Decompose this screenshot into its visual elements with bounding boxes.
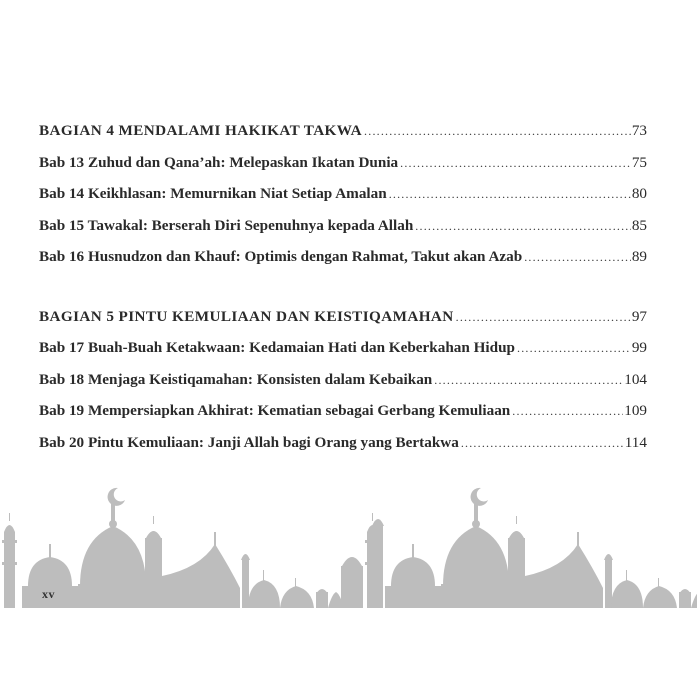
toc-chapter-entry[interactable]: [39, 217, 647, 249]
toc-page-number: 80: [631, 185, 647, 202]
toc-chapter-entry[interactable]: [39, 185, 647, 217]
toc-section-bagian-4: [39, 122, 647, 280]
toc-page-number: 73: [631, 122, 647, 139]
toc-page-number: 97: [631, 307, 647, 325]
toc-chapter-title: Bab 18 Menjaga Keistiqamahan: Konsisten dalam Kebaikan: [39, 370, 433, 388]
toc-chapter-entry[interactable]: [39, 434, 647, 466]
toc-chapter-title: Bab 15 Tawakal: Berserah Diri Sepenuhnya kepada Allah: [39, 216, 414, 234]
toc-part-entry[interactable]: [39, 122, 647, 154]
dot-leader: [400, 156, 631, 171]
toc-chapter-entry[interactable]: [39, 339, 647, 371]
toc-chapter-entry[interactable]: [39, 154, 647, 186]
toc-chapter-title: Bab 17 Buah-Buah Ketakwaan: Kedamaian Hati dan Keberkahan Hidup: [39, 339, 515, 356]
toc-chapter-title: Bab 14 Keikhlasan: Memurnikan Niat Setiap Amalan: [39, 185, 387, 202]
dot-leader: [512, 404, 623, 419]
toc-chapter-title: Bab 16 Husnudzon dan Khauf: Optimis dengan Rahmat, Takut akan Azab: [39, 248, 523, 265]
dot-leader: [524, 250, 631, 265]
dot-leader: [456, 310, 631, 325]
toc-page-number: 89: [631, 248, 647, 265]
dot-leader: [434, 373, 623, 388]
toc-chapter-entry[interactable]: [39, 402, 647, 434]
dot-leader: [389, 187, 631, 202]
toc-chapter-entry[interactable]: [39, 371, 647, 403]
toc-part-title: BAGIAN 4 MENDALAMI HAKIKAT TAKWA: [39, 122, 363, 139]
toc-page-number: 109: [624, 402, 647, 419]
toc-page-number: 114: [624, 433, 647, 451]
toc-page-number: 104: [624, 370, 647, 388]
dot-leader: [415, 219, 631, 234]
toc-chapter-title: Bab 13 Zuhud dan Qana’ah: Melepaskan Ikatan Dunia: [39, 153, 399, 171]
dot-leader: [461, 436, 624, 451]
toc-chapter-title: Bab 19 Mempersiapkan Akhirat: Kematian sebagai Gerbang Kemuliaan: [39, 402, 511, 419]
dot-leader: [517, 341, 631, 356]
mosque-skyline-icon: [0, 480, 697, 608]
toc-part-entry[interactable]: [39, 308, 647, 340]
toc-chapter-title: Bab 20 Pintu Kemuliaan: Janji Allah bagi Orang yang Bertakwa: [39, 433, 459, 451]
toc-page-number: 99: [631, 339, 647, 356]
toc-chapter-entry[interactable]: [39, 248, 647, 280]
dot-leader: [364, 124, 631, 139]
skyline-right: [365, 488, 697, 608]
toc-page-number: 75: [631, 153, 647, 171]
page-number: xv: [42, 587, 55, 601]
toc-page-number: 85: [631, 216, 647, 234]
skyline-left: [2, 488, 384, 608]
table-of-contents: [39, 122, 647, 493]
toc-part-title: BAGIAN 5 PINTU KEMULIAAN DAN KEISTIQAMAHAN: [39, 307, 454, 325]
toc-section-bagian-5: [39, 308, 647, 466]
